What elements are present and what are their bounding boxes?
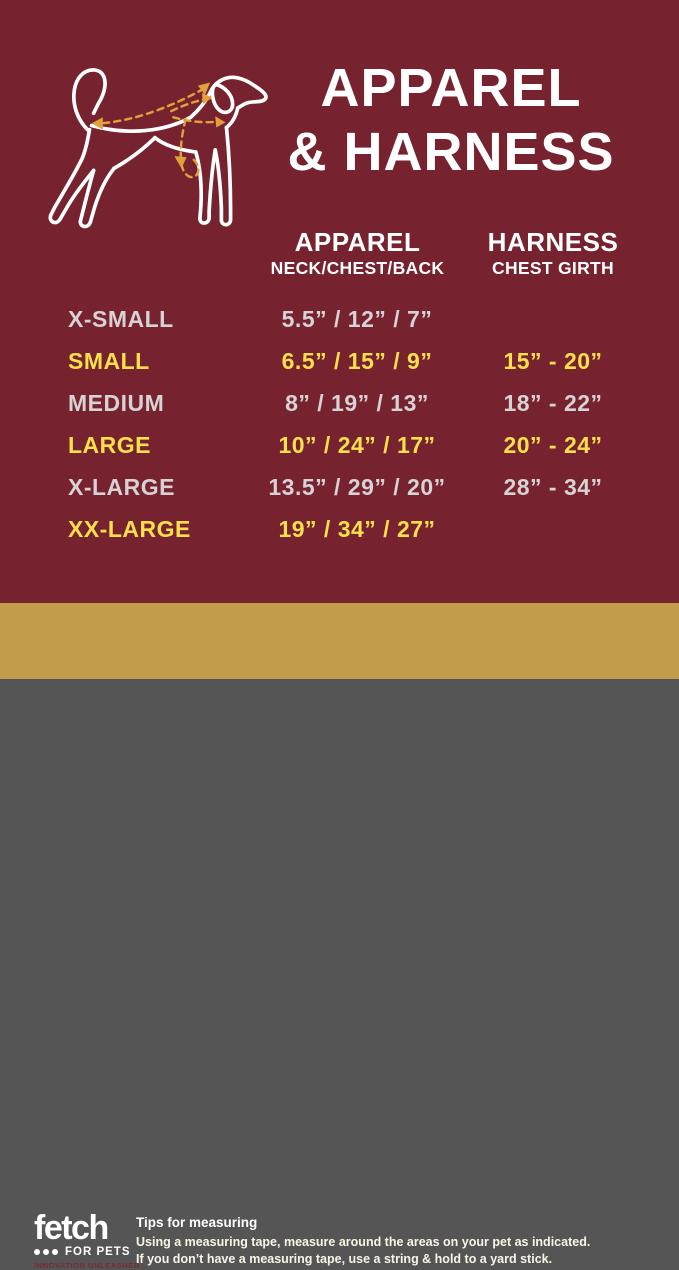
harness-column-header: HARNESS bbox=[487, 227, 619, 257]
arrowheads bbox=[92, 83, 226, 169]
table-row bbox=[0, 306, 679, 336]
table-row bbox=[0, 516, 679, 546]
tips-heading: Tips for measuring bbox=[136, 1215, 258, 1230]
fetch-logo bbox=[34, 1211, 140, 1270]
title-line2: & HARNESS bbox=[287, 122, 615, 182]
logo-dots-icon bbox=[34, 1249, 61, 1255]
apparel-value: 10” / 24” / 17” bbox=[278, 432, 436, 458]
size-label: XX-LARGE bbox=[68, 516, 191, 542]
harness-value: 28” - 34” bbox=[503, 474, 603, 500]
tips-line1: Using a measuring tape, measure around the areas on your pet as indicated. bbox=[136, 1235, 591, 1249]
size-label: X-SMALL bbox=[68, 306, 174, 332]
measuring-tips bbox=[136, 1215, 590, 1268]
dog-outline bbox=[50, 70, 266, 227]
harness-column-subheader: CHEST GIRTH bbox=[492, 258, 614, 278]
size-label: X-LARGE bbox=[68, 474, 175, 500]
fetch-logo-subline bbox=[34, 1246, 140, 1258]
apparel-value: 13.5” / 29” / 20” bbox=[268, 474, 446, 500]
harness-value: 18” - 22” bbox=[503, 390, 603, 416]
fetch-logo-for-pets: FOR PETS bbox=[65, 1246, 131, 1258]
table-row bbox=[0, 432, 679, 462]
harness-value: 20” - 24” bbox=[503, 432, 603, 458]
fetch-logo-wordmark: fetch bbox=[34, 1209, 108, 1247]
harness-value: 15” - 20” bbox=[503, 348, 603, 374]
apparel-value: 6.5” / 15” / 9” bbox=[281, 348, 433, 374]
footer-bar bbox=[0, 603, 679, 1270]
table-row bbox=[0, 390, 679, 420]
table-row bbox=[0, 348, 679, 378]
size-label: LARGE bbox=[68, 432, 151, 458]
title-line1: APPAREL bbox=[320, 58, 582, 118]
apparel-value: 8” / 19” / 13” bbox=[285, 390, 429, 416]
dog-measurement-diagram bbox=[40, 58, 276, 242]
table-row bbox=[0, 474, 679, 504]
apparel-value: 19” / 34” / 27” bbox=[278, 516, 436, 542]
apparel-column-subheader: NECK/CHEST/BACK bbox=[270, 258, 445, 278]
measurement-arrows bbox=[100, 89, 221, 177]
apparel-value: 5.5” / 12” / 7” bbox=[281, 306, 433, 332]
size-label: MEDIUM bbox=[68, 390, 165, 416]
page-title bbox=[263, 56, 639, 184]
size-label: SMALL bbox=[68, 348, 150, 374]
fetch-logo-tagline: INNOVATION UNLEASHED bbox=[34, 1261, 140, 1270]
apparel-column-header: APPAREL bbox=[294, 227, 421, 257]
tips-line2: If you don’t have a measuring tape, use a string & hold to a yard stick. bbox=[136, 1252, 553, 1266]
